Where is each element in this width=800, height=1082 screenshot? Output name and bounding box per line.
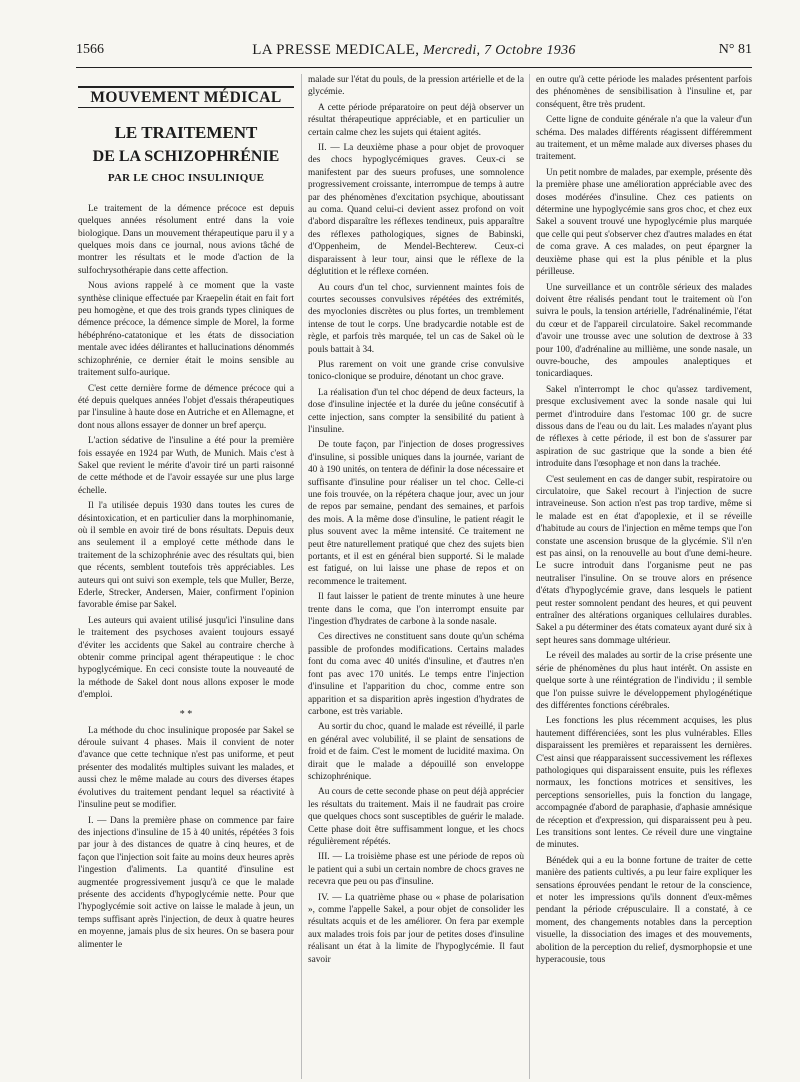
paragraph: De toute façon, par l'injection de doses progressives d'insuline, si possible uniques dans la journée, variant de 40 à 190 unités, on tentera de définir la dose nécessaire et suffisante d'insuline pour réaliser un tel choc. Celle-ci une fois trouvée, on la répétera chaque jour, avec un jour de repos par semaine, pendant des semaines, et parfois des mois. A la même dose d'insuline, le patient réagit le plus souvent avec la même intensité. Ce traitement ne peut être naturellement pratiqué que chez des sujets bien portants, et il est en général bien supporté. Si le malade est fatigué, on lui laisse une phase de repos et on recommence le traitement. — [308, 440, 524, 587]
title-line-2: DE LA SCHIZOPHRÉNIE — [92, 148, 280, 166]
column-2 — [308, 74, 524, 969]
paragraph: A cette période préparatoire on peut déjà observer un résultat thérapeutique appréciable, et en particulier un certain calme chez les sujets qui étaient agités. — [308, 102, 524, 138]
paragraph: malade sur l'état du pouls, de la pression artérielle et de la glycémie. — [308, 75, 524, 98]
title-line-1: LE TRAITEMENT — [114, 123, 258, 143]
paragraph: Nous avions rappelé à ce moment que la vaste synthèse clinique effectuée par Kraepelin était en fait fort peu homogène, et que des trois grands types cliniques de démence précoce, la démence simple de Morel, la forme hébéphréno-catatonique et les états de dissociation mentale avec idées délirantes et hallucinations dénommés schizophrénie, ce dernier était le moins sensible au traitement sulfo-aurique. — [78, 281, 294, 379]
paragraph: II. — La deuxième phase a pour objet de provoquer des chocs hypoglycémiques graves. Ceux-ci se manifestent par des sueurs profuses, une somnolence progressivement croissante, interrompue de temps à autre par des phénomènes d'excitation psychique, aboutissant au coma. Quand celui-ci devient assez profond on voit d'abord disparaître les réflexes tendineux, puis apparaître des réflexes pathologiques, signes de Babinski, d'Oppenheim, de Mendel-Bechterew. Ceux-ci disparaissent à leur tour, ainsi que le réflexe de la déglutition et le réflexe cornéen. — [308, 143, 524, 278]
paragraph: IV. — La quatrième phase ou « phase de polarisation », comme l'appelle Sakel, a pour objet de consolider les résultats acquis et de les améliorer. On fera par exemple aux malades trois fois par jour de petites doses d'insuline réalisant un état à la limite de l'hypoglycémie. Il faut savoir — [308, 892, 524, 965]
paragraph: Il l'a utilisée depuis 1930 dans toutes les cures de désintoxication, et en particulier dans la morphinomanie, où il semble en avoir tiré de bons résultats. Depuis deux ans seulement il a employé cette méthode dans le traitement de la schizophrénie avec des résultats qui, bien que récents, semblent toutefois très appréciables. Les auteurs qui ont suivi son exemple, tels que Muller, Berze, Ederle, Strecker, Andersen, Maier, confirment l'opinion favorable émise par Sakel. — [78, 501, 294, 611]
paragraph: Plus rarement on voit une grande crise convulsive tonico-clonique se produire, dénotant un choc grave. — [308, 359, 524, 383]
paragraph: C'est seulement en cas de danger subit, respiratoire ou circulatoire, que Sakel recourt à l'injection de sucre intraveineuse. Son action n'est pas trop tardive, même si le malade est en état d'apoplexie, et il se réveille d'habitude au cours de l'injection en même temps que l'on constate une ascension brusque de la glycémie. S'il n'en est pas ainsi, on la renouvelle au bout d'une demi-heure. Le sucre introduit dans l'organisme peut ne pas neutraliser l'insuline. On se trouve alors en présence d'états d'hypoglycémie grave, dans lesquels le patient peut rester somnolent pendant des heures, et qui peuvent entraîner des altérations organiques cellulaires durables. Sakel a pu déterminer des états comateux ayant duré six à sept heures sans dommage ultérieur. — [536, 474, 752, 646]
paragraph: Le traitement de la démence précoce est depuis quelques années résolument entré dans la voie biologique. Dans un mouvement thérapeutique paru il y a quelques mois dans ce journal, nous avions tâché de montrer les résultats et le mode d'action de la sulfochrysothérapie dans cette affection. — [78, 203, 294, 276]
paragraph: Une surveillance et un contrôle sérieux des malades doivent être réalisés pendant tout le traitement où l'on suivra le pouls, la tension artérielle, l'adrénalinémie, l'état du cœur et de l'appareil circulatoire. Sakel recommande d'avoir une trousse avec une solution de dextrose à 33 pour 100, d'adrénaline au millième, une sonde nasale, un ouvre-bouche, des ampoules analeptiques et tonicardiaques. — [536, 282, 752, 380]
paragraph: Cette ligne de conduite générale n'a que la valeur d'un schéma. Des malades différents réagissent différemment au traitement, et un même malade aux diverses phases du traitement. — [536, 115, 752, 163]
header-rule — [76, 67, 752, 68]
page-number: 1566 — [76, 42, 104, 57]
paragraph: Il faut laisser le patient de trente minutes à une heure trente dans le coma, que l'on interrompt ensuite par l'ingestion d'hydrates de carbone à la sonde nasale. — [308, 592, 524, 628]
paragraph: Au sortir du choc, quand le malade est réveillé, il parle en général avec volubilité, il se plaint de sensations de froid et de faim. C'est le moment de lucidité maxima. On dirait que le malade a dépouillé son enveloppe schizophrénique. — [308, 722, 524, 782]
paragraph: III. — La troisième phase est une période de repos où le patient qui a subi un certain nombre de chocs graves ne recevra que peu ou pas d'insuline. — [308, 852, 524, 888]
paragraph: Au cours de cette seconde phase on peut déjà apprécier les résultats du traitement. Mais il ne faudrait pas croire que quelques chocs sont susceptibles de guérir le malade. Cette phase doit être suffisamment longue, et les chocs régulièrement répétés. — [308, 787, 524, 847]
paragraph: L'action sédative de l'insuline a été pour la première fois essayée en 1924 par Wuth, de Munich. Mais c'est à Sakel que revient le mérite d'avoir tiré un parti raisonné de cette méthode et de l'avoir essayée sur une plus large échelle. — [78, 436, 294, 496]
paragraph: I. — Dans la première phase on commence par faire des injections d'insuline de 15 à 40 unités, répétées 3 fois par jour à des distances de quatre à cinq heures, et de façon que l'injection soit faite au moins deux heures après l'ingestion d'aliments. La quantité d'insuline est augmentée progressivement jusqu'à ce que le malade présente des accidents d'hypoglycémie nette. Pour que l'hypoglycémie soit active on laisse le malade à jeun, un temps suffisant après l'injection, de deux à quatre heures en moyenne, jamais plus de six heures. On se basera pour alimenter le — [78, 815, 294, 950]
journal-name: LA PRESSE MEDICALE, — [252, 42, 420, 58]
paragraph: La méthode du choc insulinique proposée par Sakel se déroule suivant 4 phases. Mais il convient de noter d'avance que cette technique n'est pas uniforme, et peut présenter des modalités multiples suivant les malades, et aussi chez le même malade au cours des diverses étapes évolutives du traitement pendant lequel sa réactivité à l'insuline peut se modifier. — [78, 725, 294, 811]
paragraph: Ces directives ne constituent sans doute qu'un schéma passible de profondes modifications. Certains malades font du coma avec 40 unités d'insuline, et d'autres n'en font pas avec 170 unités. Le temps entre l'injection d'insuline et l'apparition du choc, comme entre son apparition et sa disparition après ingestion d'hydrates de carbone, est très variable. — [308, 632, 524, 717]
masthead — [76, 44, 752, 57]
paragraph: La réalisation d'un tel choc dépend de deux facteurs, la dose d'insuline injectée et la durée du jeûne consécutif à cette injection, sans compter la sensibilité du patient à l'insuline. — [308, 387, 524, 435]
column-3 — [536, 74, 752, 969]
column-1 — [78, 74, 294, 954]
paragraph: Sakel n'interrompt le choc qu'assez tardivement, presque exclusivement avec la sonde nasale qui lui permet d'introduire dans l'estomac 100 gr. de sucre dissous dans de l'eau ou du lait. Les malades n'ayant plus de réflexes à cette période, il est bon de s'assurer par aspiration de suc gastrique que la sonde a bien été introduite dans l'œsophage et non dans la trachée. — [536, 384, 752, 470]
paragraph: Les auteurs qui avaient utilisé jusqu'ici l'insuline dans le traitement des psychoses avaient toujours essayé d'éviter les accidents que Sakel au contraire cherche à obtenir comme principal agent thérapeutique : le choc hypoglycémique. En ceci consiste toute la nouveauté de la méthode de Sakel dont nous allons exposer le mode d'emploi. — [78, 615, 294, 701]
paragraph: Le réveil des malades au sortir de la crise présente une série de phénomènes du plus haut intérêt. On assiste en quelque sorte à une réintégration de l'individu ; il semble que l'on puisse suivre le développement phylogénétique des différentes fonctions cérébrales. — [536, 651, 752, 711]
paragraph: C'est cette dernière forme de démence précoce qui a été depuis quelques années l'objet d'essais thérapeutiques par l'insuline à haute dose en Autriche et en Allemagne, et dont nous allons essayer de donner un bref aperçu. — [78, 383, 294, 431]
issue-date: Mercredi, 7 Octobre 1936 — [423, 43, 576, 58]
paragraph: Les fonctions les plus récemment acquises, les plus hautement différenciées, sont les plus vulnérables. Elles disparaissent les premières et reparaissent les dernières. C'est ainsi que réapparaissent successivement les réflexes pathologiques qui disparaissent ensuite, puis les réflexes normaux, les fonctions motrices et sensitives, les perceptions sensorielles, puis la fonction du langage, accompagnée d'abord de paraphasie, d'aphasie amnésique de réception et d'expression, qui disparaissent peu à peu. Les transitions sont lentes. Ce réveil dure une vingtaine de minutes. — [536, 716, 752, 851]
article-title — [78, 122, 294, 184]
section-separator: * * — [179, 708, 193, 720]
title-line-3: PAR LE CHOC INSULINIQUE — [107, 172, 265, 185]
section-heading: MOUVEMENT MÉDICAL — [78, 86, 294, 108]
paragraph: Un petit nombre de malades, par exemple, présente dès la première phase une amélioration appréciable avec des doses modérées d'insuline. Chez ces patients on détermine une hypoglycémie sans gros choc, et chez eux Sakel a souvent trouvé une hypoglycémie plus marquée que celle qui peut s'observer chez d'autres malades en état de coma grave. A ces malades, on peut épargner la deuxième phase qui est la plus pénible et la plus périlleuse. — [536, 167, 752, 278]
page-header — [76, 44, 752, 64]
paragraph: Au cours d'un tel choc, surviennent maintes fois de courtes secousses convulsives répétées des extrémités, des myoclonies discrètes ou plus fortes, un tremblement intense de tout le corps. Une bradycardie notable est de règle, et parfois très marquée, tel un cas de Sakel où le pouls battait à 34. — [308, 282, 524, 355]
issue-number: N° 81 — [718, 42, 752, 57]
paragraph: en outre qu'à cette période les malades présentent parfois des phénomènes de sensibilisation à l'insuline et, par conséquent, être très prudent. — [536, 75, 752, 110]
paragraph: Bénédek qui a eu la bonne fortune de traiter de cette manière des patients cultivés, a pu leur faire expliquer les sensations éprouvées pendant le retour de la conscience, et noter les impressions qu'ils donnent d'eux-mêmes pendant la période crépusculaire. Il a constaté, à ce moment, des changements notables dans la perception visuelle, la dissociation des images et des mouvements, abolition de la perception du relief, dysmorphopsie et une hyperacousie, tous — [536, 855, 752, 966]
